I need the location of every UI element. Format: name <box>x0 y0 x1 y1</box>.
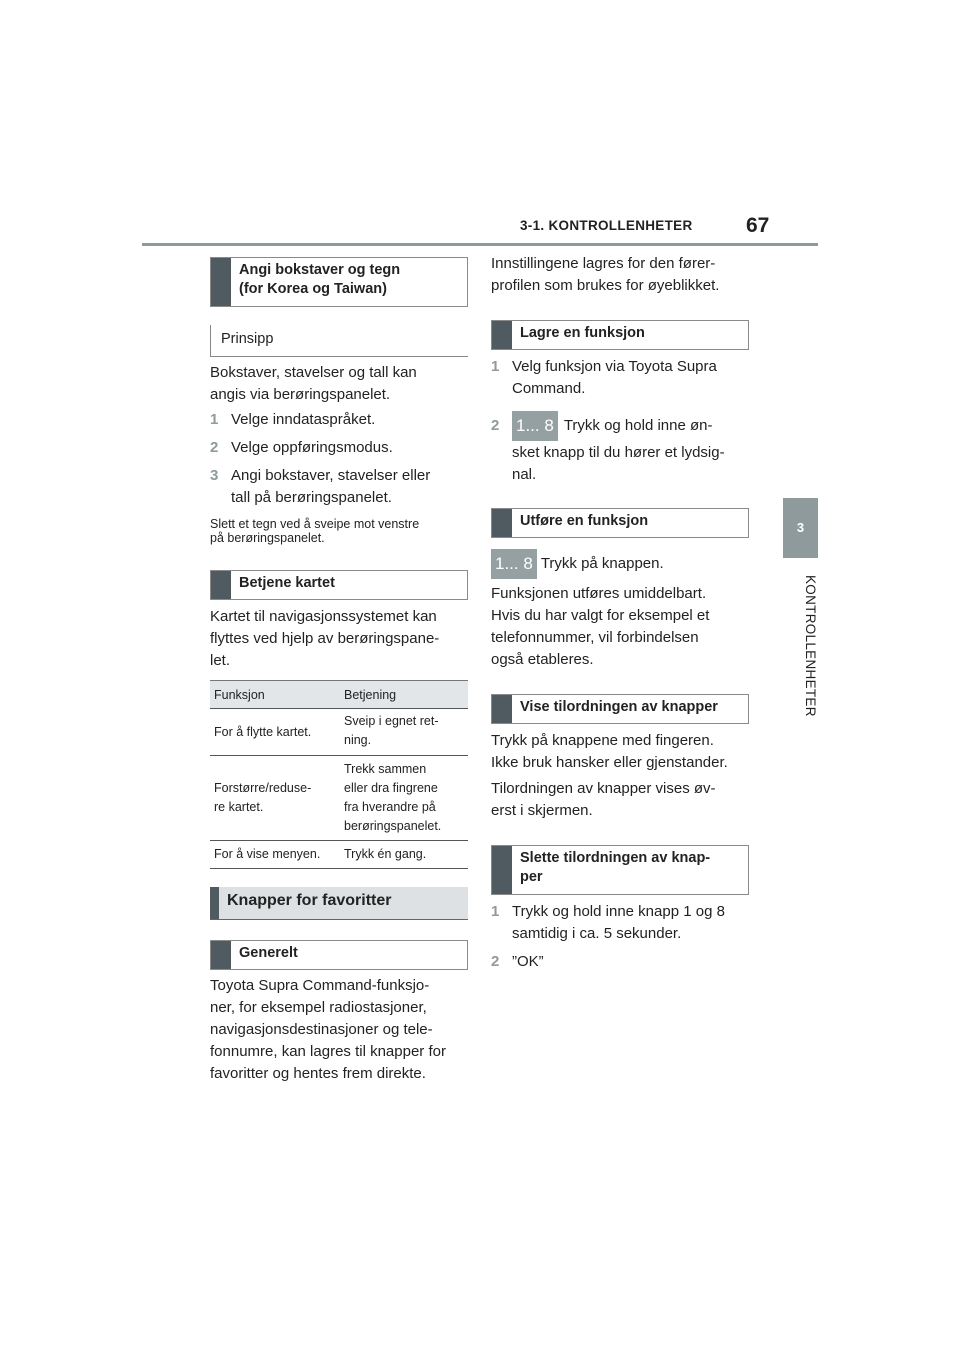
table-row <box>210 841 468 869</box>
paragraph-characters <box>210 362 470 406</box>
save-step-2 <box>491 410 753 486</box>
header-rule <box>142 243 818 246</box>
step-item <box>491 951 753 973</box>
cell-line: Trekk sammen <box>344 762 427 776</box>
text-line: fonnumre, kan lagres til knapper for <box>210 1043 446 1060</box>
text-line: Funksjonen utføres umiddelbart. <box>491 585 707 602</box>
paragraph-show-2 <box>491 778 753 822</box>
table-cell <box>340 756 468 841</box>
heading-text: Betjene kartet <box>239 575 335 591</box>
text-line: navigasjonsdestinasjoner og tele- <box>210 1021 433 1038</box>
step-number: 2 <box>491 417 500 434</box>
step-text: sket knapp til du hører et lydsig- <box>512 444 725 461</box>
text-line: Trykk på knappene med fingeren. <box>491 732 714 749</box>
cell-line: re kartet. <box>214 800 264 814</box>
step-number: 2 <box>210 439 219 456</box>
section-heading-map <box>210 570 468 600</box>
cell-line: eller dra fingrene <box>344 781 438 795</box>
section-heading-save-function <box>491 320 749 350</box>
delete-steps <box>491 901 753 973</box>
step-text: Trykk og hold inne knapp 1 og 8 <box>512 903 725 920</box>
heading-line: (for Korea og Taiwan) <box>239 281 387 297</box>
step-item <box>491 901 753 945</box>
step-number: 1 <box>491 358 500 375</box>
text-line: Hvis du har valgt for eksempel et <box>491 607 710 624</box>
text-line: telefonnummer, vil forbindelsen <box>491 629 699 646</box>
step-text: Trykk og hold inne øn- <box>563 417 713 434</box>
step-item <box>210 409 470 431</box>
text-line: på berøringspanelet. <box>210 531 325 545</box>
heading-bar <box>211 571 231 599</box>
step-item <box>491 410 753 486</box>
step-text: ”OK” <box>512 953 544 970</box>
cell-line: Trykk én gang. <box>344 847 427 861</box>
paragraph-map <box>210 606 470 672</box>
text-line: Kartet til navigasjonssystemet kan <box>210 608 437 625</box>
table-row <box>210 709 468 756</box>
cell-line: Sveip i egnet ret- <box>344 714 439 728</box>
save-steps <box>491 356 751 400</box>
cell-line: berøringspanelet. <box>344 819 442 833</box>
cell-line: For å vise menyen. <box>214 847 321 861</box>
text-line: profilen som brukes for øyeblikket. <box>491 277 720 294</box>
heading-bar <box>492 509 512 537</box>
text-line: Ikke bruk hansker eller gjenstander. <box>491 754 728 771</box>
section-heading-enter-characters <box>210 257 468 307</box>
paragraph-profile <box>491 253 751 297</box>
step-item <box>210 465 470 509</box>
execute-line <box>491 548 753 580</box>
heading-text: Knapper for favoritter <box>227 892 392 909</box>
column-header: Betjening <box>340 681 468 709</box>
step-item <box>491 356 751 400</box>
table-cell <box>340 709 468 756</box>
paragraph-show-1 <box>491 730 753 774</box>
cell-line: fra hverandre på <box>344 800 436 814</box>
step-number: 1 <box>491 903 500 920</box>
section-heading-favorites <box>210 887 468 920</box>
heading-text: Lagre en funksjon <box>520 325 645 341</box>
paragraph-favorites <box>210 975 472 1085</box>
chapter-side-label: KONTROLLENHETER <box>803 575 818 717</box>
running-header: 3-1. KONTROLLENHETER <box>520 218 693 233</box>
section-heading-show-assignment <box>491 694 749 724</box>
heading-bar <box>492 846 512 894</box>
column-header: Funksjon <box>210 681 340 709</box>
heading-text: Generelt <box>239 945 298 961</box>
text-line: favoritter og hentes frem direkte. <box>210 1065 426 1082</box>
cell-line: ning. <box>344 733 372 747</box>
step-text: nal. <box>512 466 537 483</box>
step-text: Angi bokstaver, stavelser eller <box>231 467 431 484</box>
text-line: Bokstaver, stavelser og tall kan <box>210 364 417 381</box>
step-number: 3 <box>210 467 219 484</box>
text-line: Slett et tegn ved å sveipe mot venstre <box>210 517 420 531</box>
text-line: ner, for eksempel radiostasjoner, <box>210 999 427 1016</box>
table-cell <box>340 841 468 869</box>
table-cell <box>210 709 340 756</box>
heading-text: Utføre en funksjon <box>520 513 649 529</box>
table-cell <box>210 841 340 869</box>
step-number: 2 <box>491 953 500 970</box>
chapter-tab: 3 <box>783 498 818 558</box>
text-line: flyttes ved hjelp av berøringspane- <box>210 630 440 647</box>
heading-line: Angi bokstaver og tegn <box>239 262 401 278</box>
heading-bar <box>211 258 231 306</box>
step-text: tall på berøringspanelet. <box>231 489 392 506</box>
step-text: samtidig i ca. 5 sekunder. <box>512 925 682 942</box>
step-text: Command. <box>512 380 586 397</box>
steps-list <box>210 409 470 509</box>
cell-line: Forstørre/reduse- <box>214 781 312 795</box>
principle-label: Prinsipp <box>210 325 468 357</box>
text-line: Toyota Supra Command-funksjo- <box>210 977 430 994</box>
step-text: Velge inndataspråket. <box>231 411 376 428</box>
step-text: Velg funksjon via Toyota Supra <box>512 358 717 375</box>
heading-line: Slette tilordningen av knap- <box>520 850 711 866</box>
section-heading-general <box>210 940 468 970</box>
favorite-button-key-icon: 1... 8 <box>491 549 537 579</box>
step-item <box>210 437 470 459</box>
heading-bar <box>492 695 512 723</box>
heading-line: per <box>520 869 543 885</box>
table-header-row <box>210 681 468 709</box>
text-line: erst i skjermen. <box>491 802 593 819</box>
cell-line: For å flytte kartet. <box>214 724 312 739</box>
map-operation-table <box>210 680 468 869</box>
text-line: Innstillingene lagres for den fører- <box>491 255 716 272</box>
note-text <box>210 517 470 545</box>
execute-text: Trykk på knappen. <box>540 555 664 572</box>
text-line: let. <box>210 652 231 669</box>
step-number: 1 <box>210 411 219 428</box>
section-heading-execute-function <box>491 508 749 538</box>
paragraph-execute <box>491 583 753 671</box>
section-heading-delete-assignment <box>491 845 749 895</box>
heading-bar <box>211 941 231 969</box>
text-line: angis via berøringspanelet. <box>210 386 391 403</box>
favorite-button-key-icon: 1... 8 <box>512 411 558 441</box>
step-text: Velge oppføringsmodus. <box>231 439 393 456</box>
table-row <box>210 756 468 841</box>
table-cell <box>210 756 340 841</box>
heading-bar <box>492 321 512 349</box>
page-number: 67 <box>746 214 770 237</box>
heading-bar <box>210 887 219 919</box>
text-line: også etableres. <box>491 651 594 668</box>
text-line: Tilordningen av knapper vises øv- <box>491 780 716 797</box>
heading-text: Vise tilordningen av knapper <box>520 699 718 715</box>
